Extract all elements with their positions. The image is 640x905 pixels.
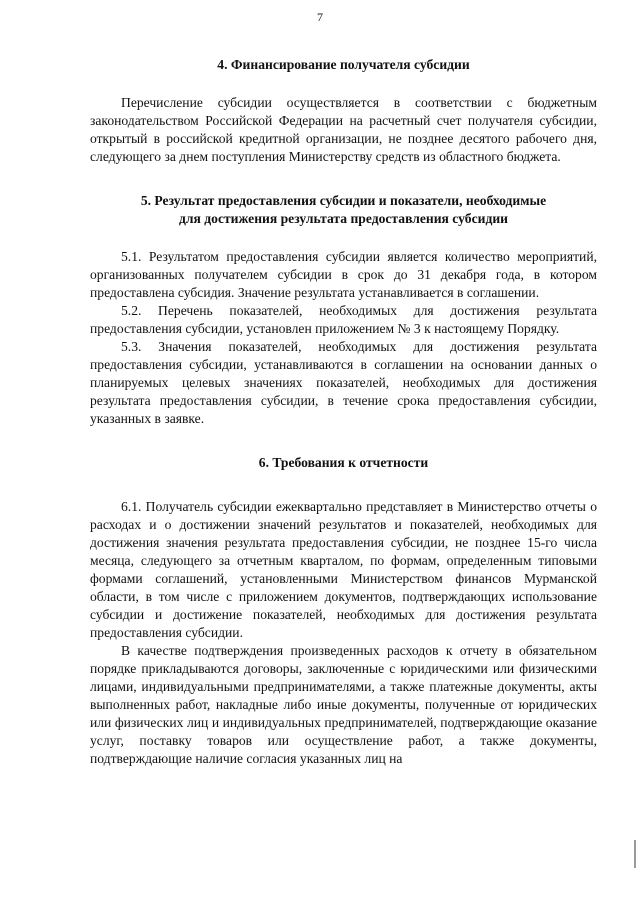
section-4-paragraph: Перечисление субсидии осуществляется в соответствии с бюджетным законодательством Российской Федерации на расчетный счет получателя субсидии, открытый в российской кредитной организации, не позднее десятого рабочего дня, следующего за днем поступления Министерству средств из областного бюджета.	[90, 95, 597, 164]
paragraph-5-3: 5.3. Значения показателей, необходимых для достижения результата предоставления субсидии, устанавливаются в соглашении на основании данных о планируемых целевых значениях показателей, необходимых для достижения результата предоставления субсидии, в течение срока предоставления субсидии, указанных в заявке.	[90, 339, 597, 426]
section-6-heading: 6. Требования к отчетности	[258, 455, 429, 470]
paragraph-6-1-continued: В качестве подтверждения произведенных расходов к отчету в обязательном порядке прикладываются договоры, заключенные с юридическими или физическими лицами, индивидуальными предпринимателями, а также платежные документы, акты выполненных работ, накладные либо иные документы, полученные от юридических или физических лиц и индивидуальных предпринимателей, подтверждающие оказание услуг, поставку товаров или осуществление работ, а также документы, подтверждающие наличие согласия указанных лиц на	[90, 643, 597, 766]
section-4-heading: 4. Финансирование получателя субсидии	[217, 57, 470, 72]
paragraph-6-1: 6.1. Получатель субсидии ежеквартально представляет в Министерство отчеты о расходах и о достижении значений результатов и показателей, необходимых для достижения значения результата предоставления субсидии, не позднее 15-го числа месяца, следующего за отчетным кварталом, по формам, определенным типовыми формами соглашений, установленными Министерством финансов Мурманской области, в том числе с приложением документов, подтверждающих использование субсидии и достижение показателей, необходимых для достижения результата предоставления субсидии.	[90, 499, 597, 640]
page-number: 7	[317, 10, 323, 24]
section-4	[90, 56, 597, 166]
page-content	[90, 56, 597, 768]
section-5	[90, 192, 597, 428]
section-5-heading: 5. Результат предоставления субсидии и показатели, необходимые для достижения результата предоставления субсидии	[140, 193, 547, 226]
paragraph-5-2: 5.2. Перечень показателей, необходимых для достижения результата предоставления субсидии, установлен приложением № 3 к настоящему Порядку.	[90, 303, 597, 336]
paragraph-5-1: 5.1. Результатом предоставления субсидии является количество мероприятий, организованных получателем субсидии в срок до 31 декабря года, в котором предоставлена субсидия. Значение результата устанавливается в соглашении.	[90, 249, 597, 300]
section-6	[90, 454, 597, 768]
scan-edge-mark	[634, 840, 636, 868]
